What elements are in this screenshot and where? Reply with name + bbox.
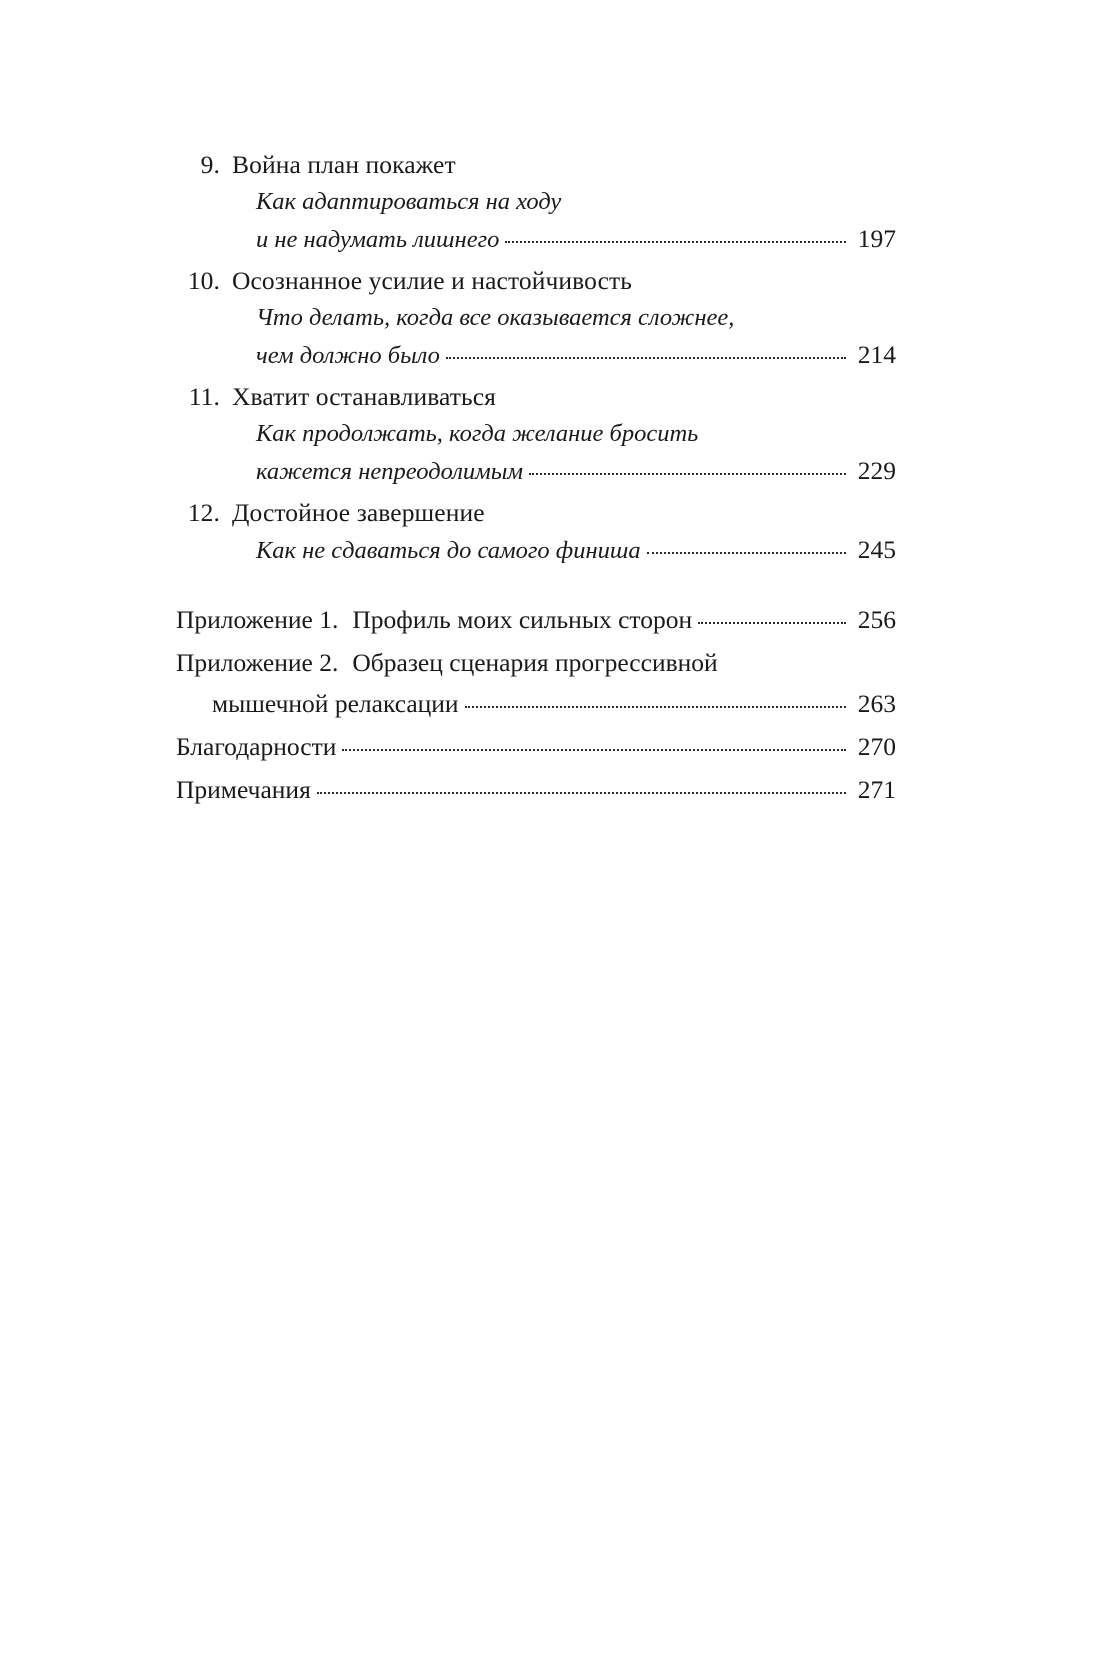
appendix-continuation-text: мышечной релаксации — [212, 689, 459, 718]
page-number: 245 — [857, 535, 896, 564]
toc-entry-notes[interactable] — [176, 769, 896, 810]
chapter-subtitle-text: и не надумать лишнего — [256, 226, 500, 253]
chapter-title: Война план покажет — [232, 150, 456, 179]
chapter-subtitle-text: кажется непреодолимым — [256, 458, 524, 485]
chapter-heading — [176, 262, 896, 299]
chapter-subtitle-text: Как адаптироваться на ходу — [256, 188, 562, 215]
chapter-number: 10. — [187, 266, 220, 295]
chapter-subtitle-text: Что делать, когда все оказывается сложнее, — [256, 304, 735, 331]
appendix-heading — [176, 642, 896, 683]
page-number: 270 — [857, 732, 896, 761]
chapter-subtitle-line — [176, 220, 896, 258]
appendix-label: Приложение 2. Образец сценария прогрессивной — [176, 648, 718, 677]
toc-entry-chapter[interactable] — [176, 262, 896, 374]
chapter-subtitle-line — [176, 415, 896, 452]
dot-leader — [698, 622, 846, 624]
dot-leader — [647, 552, 846, 554]
chapter-subtitle-line — [176, 452, 896, 490]
appendix-label: Приложение 1. Профиль моих сильных сторон — [176, 605, 693, 634]
page-number: 263 — [857, 689, 896, 718]
back-matter-list — [176, 599, 896, 810]
dot-leader — [342, 749, 846, 751]
chapter-heading — [176, 146, 896, 183]
appendix-continuation-line — [176, 683, 896, 724]
chapter-subtitle-line — [176, 183, 896, 220]
acknowledgements-heading — [176, 726, 896, 767]
appendix-heading — [176, 599, 896, 640]
chapter-title: Осознанное усилие и настойчивость — [232, 266, 632, 295]
table-of-contents — [176, 146, 896, 812]
notes-label: Примечания — [176, 775, 311, 804]
acknowledgements-label: Благодарности — [176, 732, 337, 761]
page-number: 256 — [857, 605, 896, 634]
toc-entry-chapter[interactable] — [176, 378, 896, 490]
chapter-subtitle-text: Как продолжать, когда желание бросить — [256, 420, 699, 447]
notes-heading — [176, 769, 896, 810]
toc-entry-appendix[interactable] — [176, 599, 896, 640]
chapter-number: 11. — [188, 382, 220, 411]
dot-leader — [465, 706, 846, 708]
page-number: 214 — [857, 340, 896, 369]
toc-entry-chapter[interactable] — [176, 146, 896, 258]
chapter-subtitle-line — [176, 299, 896, 336]
toc-entry-acknowledgements[interactable] — [176, 726, 896, 767]
chapter-heading — [176, 378, 896, 415]
chapter-subtitle-line — [176, 531, 896, 569]
page-number: 197 — [857, 224, 896, 253]
chapter-title: Достойное завершение — [232, 498, 485, 527]
chapter-subtitle-text: чем должно было — [256, 342, 440, 369]
chapter-heading — [176, 494, 896, 531]
chapter-title: Хватит останавливаться — [232, 382, 496, 411]
toc-entry-appendix[interactable] — [176, 642, 896, 724]
dot-leader — [505, 241, 846, 243]
toc-entry-chapter[interactable] — [176, 494, 896, 569]
chapter-subtitle-text: Как не сдаваться до самого финиша — [256, 537, 641, 564]
chapter-number: 9. — [200, 150, 220, 179]
chapter-number: 12. — [187, 498, 220, 527]
dot-leader — [529, 473, 846, 475]
page-number: 229 — [857, 456, 896, 485]
chapter-subtitle-line — [176, 336, 896, 374]
dot-leader — [446, 357, 846, 359]
dot-leader — [317, 792, 846, 794]
page-number: 271 — [857, 775, 896, 804]
